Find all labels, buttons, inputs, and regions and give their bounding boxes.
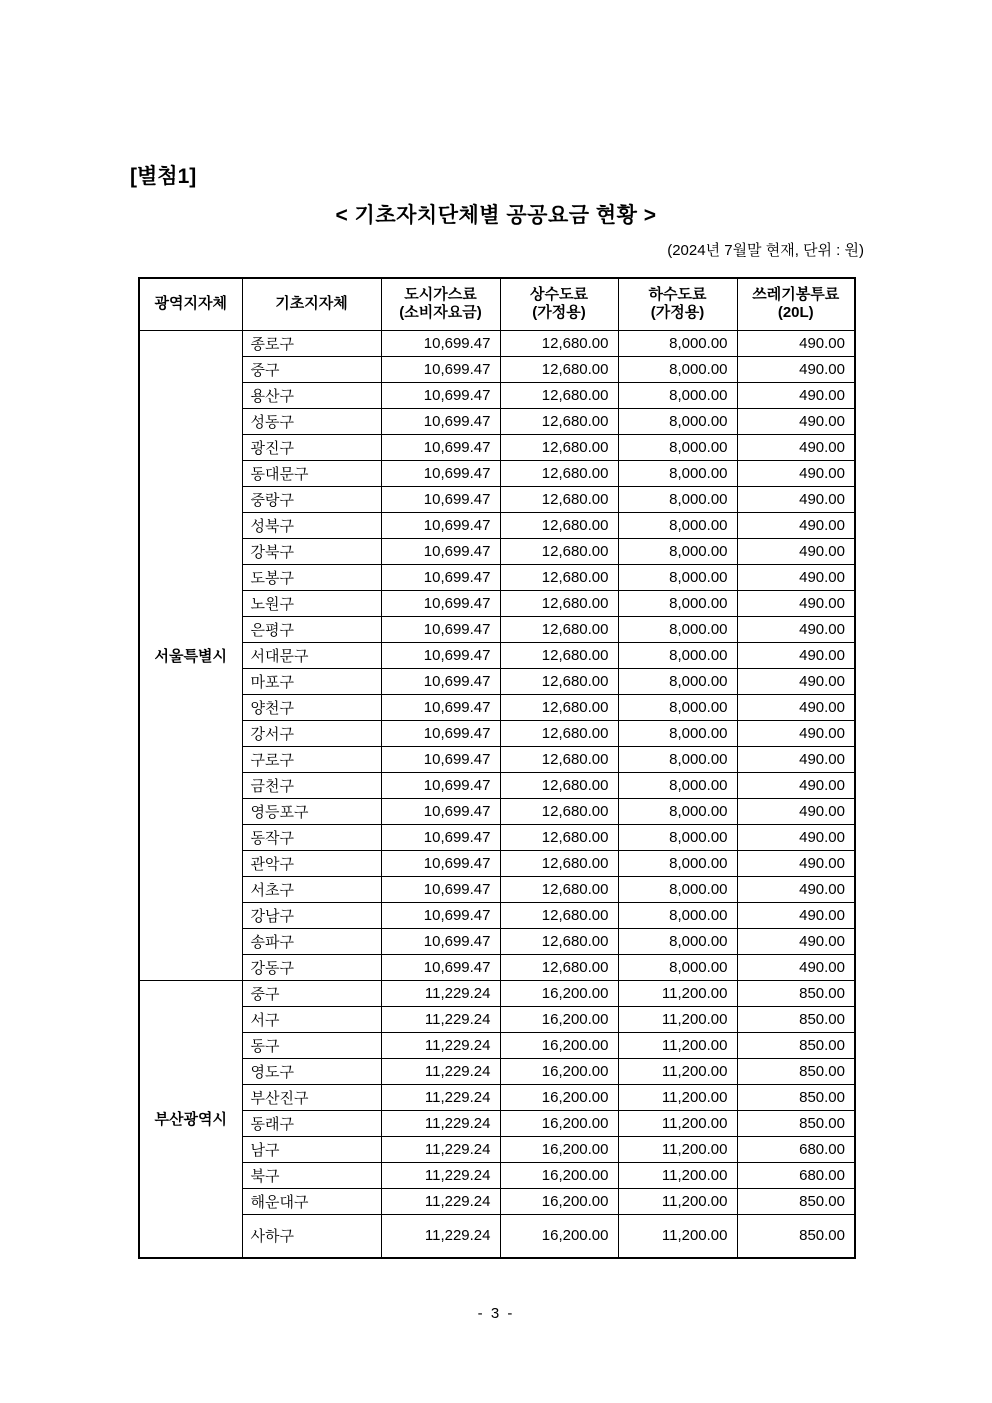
sewage-fee-cell: 8,000.00 [618,642,737,668]
district-cell: 서초구 [242,876,381,902]
region-cell: 부산광역시 [139,980,242,1258]
attachment-label: [별첨1] [130,165,197,188]
water-fee-cell: 12,680.00 [500,668,618,694]
sewage-fee-cell: 8,000.00 [618,590,737,616]
sewage-fee-cell: 11,200.00 [618,980,737,1006]
garbage-bag-fee-cell: 850.00 [737,1110,855,1136]
sewage-fee-cell: 8,000.00 [618,876,737,902]
garbage-bag-fee-cell: 490.00 [737,694,855,720]
district-cell: 강서구 [242,720,381,746]
district-cell: 영도구 [242,1058,381,1084]
garbage-bag-fee-cell: 490.00 [737,798,855,824]
district-cell: 송파구 [242,928,381,954]
garbage-bag-fee-cell: 680.00 [737,1136,855,1162]
water-fee-cell: 12,680.00 [500,512,618,538]
water-fee-cell: 12,680.00 [500,486,618,512]
gas-fee-cell: 10,699.47 [381,512,500,538]
sewage-fee-cell: 11,200.00 [618,1032,737,1058]
district-cell: 양천구 [242,694,381,720]
table-row [139,512,855,538]
district-cell: 사하구 [242,1214,381,1258]
district-cell: 영등포구 [242,798,381,824]
gas-fee-cell: 10,699.47 [381,356,500,382]
table-row [139,1214,855,1258]
district-cell: 동대문구 [242,460,381,486]
gas-fee-cell: 11,229.24 [381,1032,500,1058]
garbage-bag-fee-cell: 490.00 [737,668,855,694]
sewage-fee-cell: 8,000.00 [618,954,737,980]
gas-fee-cell: 10,699.47 [381,486,500,512]
gas-fee-cell: 10,699.47 [381,876,500,902]
district-cell: 중구 [242,980,381,1006]
district-cell: 성북구 [242,512,381,538]
table-body [139,330,855,1258]
garbage-bag-fee-cell: 490.00 [737,382,855,408]
garbage-bag-fee-cell: 490.00 [737,746,855,772]
gas-fee-cell: 11,229.24 [381,1188,500,1214]
header-garbage-sub: (20L) [777,304,814,322]
water-fee-cell: 12,680.00 [500,850,618,876]
gas-fee-cell: 10,699.47 [381,408,500,434]
garbage-bag-fee-cell: 490.00 [737,486,855,512]
table-row [139,460,855,486]
water-fee-cell: 12,680.00 [500,356,618,382]
gas-fee-cell: 10,699.47 [381,564,500,590]
sewage-fee-cell: 8,000.00 [618,356,737,382]
table-row [139,954,855,980]
table-row [139,1032,855,1058]
gas-fee-cell: 10,699.47 [381,642,500,668]
water-fee-cell: 12,680.00 [500,434,618,460]
header-district-label: 기초지자체 [275,294,348,312]
garbage-bag-fee-cell: 490.00 [737,356,855,382]
gas-fee-cell: 10,699.47 [381,434,500,460]
sewage-fee-cell: 8,000.00 [618,434,737,460]
garbage-bag-fee-cell: 850.00 [737,1006,855,1032]
garbage-bag-fee-cell: 490.00 [737,720,855,746]
table-row [139,902,855,928]
water-fee-cell: 16,200.00 [500,980,618,1006]
garbage-bag-fee-cell: 490.00 [737,408,855,434]
table-row [139,434,855,460]
gas-fee-cell: 11,229.24 [381,980,500,1006]
water-fee-cell: 12,680.00 [500,694,618,720]
gas-fee-cell: 10,699.47 [381,772,500,798]
gas-fee-cell: 10,699.47 [381,382,500,408]
garbage-bag-fee-cell: 850.00 [737,1084,855,1110]
public-fees-table [138,277,856,1259]
water-fee-cell: 16,200.00 [500,1032,618,1058]
gas-fee-cell: 10,699.47 [381,902,500,928]
district-cell: 서대문구 [242,642,381,668]
water-fee-cell: 12,680.00 [500,954,618,980]
sewage-fee-cell: 8,000.00 [618,824,737,850]
district-cell: 노원구 [242,590,381,616]
garbage-bag-fee-cell: 490.00 [737,590,855,616]
district-cell: 종로구 [242,330,381,356]
table-row [139,1136,855,1162]
sewage-fee-cell: 8,000.00 [618,746,737,772]
water-fee-cell: 12,680.00 [500,772,618,798]
garbage-bag-fee-cell: 490.00 [737,512,855,538]
water-fee-cell: 12,680.00 [500,408,618,434]
water-fee-cell: 12,680.00 [500,460,618,486]
table-row [139,928,855,954]
table-row [139,1084,855,1110]
garbage-bag-fee-cell: 490.00 [737,616,855,642]
district-cell: 강북구 [242,538,381,564]
district-cell: 관악구 [242,850,381,876]
garbage-bag-fee-cell: 490.00 [737,824,855,850]
sewage-fee-cell: 8,000.00 [618,772,737,798]
sewage-fee-cell: 8,000.00 [618,720,737,746]
gas-fee-cell: 10,699.47 [381,746,500,772]
garbage-bag-fee-cell: 850.00 [737,1058,855,1084]
water-fee-cell: 12,680.00 [500,746,618,772]
water-fee-cell: 12,680.00 [500,538,618,564]
district-cell: 동작구 [242,824,381,850]
gas-fee-cell: 11,229.24 [381,1110,500,1136]
water-fee-cell: 16,200.00 [500,1136,618,1162]
gas-fee-cell: 10,699.47 [381,720,500,746]
district-cell: 용산구 [242,382,381,408]
gas-fee-cell: 10,699.47 [381,928,500,954]
table-row [139,356,855,382]
sewage-fee-cell: 8,000.00 [618,460,737,486]
table-row [139,382,855,408]
table-row [139,772,855,798]
date-unit-note: (2024년 7월말 현재, 단위 : 원) [667,242,864,259]
garbage-bag-fee-cell: 490.00 [737,460,855,486]
header-garbage-label: 쓰레기봉투료 [752,285,840,303]
gas-fee-cell: 11,229.24 [381,1006,500,1032]
header-water-label: 상수도료 [530,285,588,303]
table-row [139,980,855,1006]
sewage-fee-cell: 8,000.00 [618,694,737,720]
water-fee-cell: 12,680.00 [500,590,618,616]
garbage-bag-fee-cell: 850.00 [737,980,855,1006]
district-cell: 해운대구 [242,1188,381,1214]
sewage-fee-cell: 8,000.00 [618,512,737,538]
table-row [139,330,855,356]
water-fee-cell: 12,680.00 [500,824,618,850]
gas-fee-cell: 10,699.47 [381,824,500,850]
table-row [139,1188,855,1214]
water-fee-cell: 12,680.00 [500,382,618,408]
gas-fee-cell: 10,699.47 [381,330,500,356]
district-cell: 강동구 [242,954,381,980]
gas-fee-cell: 10,699.47 [381,616,500,642]
table-row [139,486,855,512]
gas-fee-cell: 10,699.47 [381,850,500,876]
garbage-bag-fee-cell: 490.00 [737,538,855,564]
garbage-bag-fee-cell: 490.00 [737,954,855,980]
garbage-bag-fee-cell: 490.00 [737,330,855,356]
district-cell: 동래구 [242,1110,381,1136]
sewage-fee-cell: 11,200.00 [618,1006,737,1032]
garbage-bag-fee-cell: 490.00 [737,434,855,460]
table-row [139,876,855,902]
district-cell: 광진구 [242,434,381,460]
garbage-bag-fee-cell: 850.00 [737,1032,855,1058]
district-cell: 구로구 [242,746,381,772]
water-fee-cell: 12,680.00 [500,616,618,642]
header-gas-label: 도시가스료 [404,285,477,303]
header-water-sub: (가정용) [532,304,586,322]
table-row [139,824,855,850]
garbage-bag-fee-cell: 490.00 [737,642,855,668]
page-title: < 기초자치단체별 공공요금 현황 > [335,204,657,227]
sewage-fee-cell: 8,000.00 [618,486,737,512]
table-row [139,1006,855,1032]
district-cell: 북구 [242,1162,381,1188]
district-cell: 강남구 [242,902,381,928]
district-cell: 은평구 [242,616,381,642]
gas-fee-cell: 10,699.47 [381,694,500,720]
garbage-bag-fee-cell: 680.00 [737,1162,855,1188]
district-cell: 도봉구 [242,564,381,590]
header-region-label: 광역지자체 [154,294,227,312]
sewage-fee-cell: 11,200.00 [618,1058,737,1084]
water-fee-cell: 12,680.00 [500,928,618,954]
water-fee-cell: 16,200.00 [500,1006,618,1032]
water-fee-cell: 12,680.00 [500,720,618,746]
table-row [139,408,855,434]
gas-fee-cell: 11,229.24 [381,1214,500,1258]
gas-fee-cell: 11,229.24 [381,1084,500,1110]
header-region [139,278,242,330]
garbage-bag-fee-cell: 850.00 [737,1188,855,1214]
table-row [139,1058,855,1084]
garbage-bag-fee-cell: 490.00 [737,850,855,876]
table-row [139,1162,855,1188]
garbage-bag-fee-cell: 490.00 [737,902,855,928]
gas-fee-cell: 10,699.47 [381,954,500,980]
district-cell: 중랑구 [242,486,381,512]
sewage-fee-cell: 8,000.00 [618,330,737,356]
water-fee-cell: 16,200.00 [500,1110,618,1136]
garbage-bag-fee-cell: 490.00 [737,564,855,590]
district-cell: 중구 [242,356,381,382]
water-fee-cell: 12,680.00 [500,330,618,356]
gas-fee-cell: 10,699.47 [381,798,500,824]
header-garbage [737,278,855,330]
header-sewage [618,278,737,330]
garbage-bag-fee-cell: 490.00 [737,928,855,954]
sewage-fee-cell: 8,000.00 [618,798,737,824]
sewage-fee-cell: 8,000.00 [618,382,737,408]
table-row [139,616,855,642]
table-row [139,590,855,616]
district-cell: 동구 [242,1032,381,1058]
water-fee-cell: 12,680.00 [500,642,618,668]
header-water [500,278,618,330]
water-fee-cell: 16,200.00 [500,1058,618,1084]
sewage-fee-cell: 8,000.00 [618,408,737,434]
district-cell: 마포구 [242,668,381,694]
water-fee-cell: 12,680.00 [500,564,618,590]
district-cell: 성동구 [242,408,381,434]
sewage-fee-cell: 11,200.00 [618,1110,737,1136]
sewage-fee-cell: 8,000.00 [618,668,737,694]
sewage-fee-cell: 11,200.00 [618,1162,737,1188]
header-gas [381,278,500,330]
table-row [139,538,855,564]
region-cell: 서울특별시 [139,330,242,980]
table-row [139,798,855,824]
table-row [139,668,855,694]
gas-fee-cell: 11,229.24 [381,1162,500,1188]
gas-fee-cell: 10,699.47 [381,460,500,486]
sewage-fee-cell: 8,000.00 [618,616,737,642]
district-cell: 금천구 [242,772,381,798]
water-fee-cell: 16,200.00 [500,1188,618,1214]
water-fee-cell: 12,680.00 [500,876,618,902]
sewage-fee-cell: 11,200.00 [618,1136,737,1162]
water-fee-cell: 12,680.00 [500,902,618,928]
sewage-fee-cell: 8,000.00 [618,564,737,590]
header-gas-sub: (소비자요금) [399,304,482,322]
page-number: - 3 - [477,1305,515,1322]
header-sewage-sub: (가정용) [650,304,705,322]
district-cell: 부산진구 [242,1084,381,1110]
sewage-fee-cell: 11,200.00 [618,1214,737,1258]
water-fee-cell: 16,200.00 [500,1162,618,1188]
header-sewage-label: 하수도료 [648,285,707,303]
table-row [139,746,855,772]
table-row [139,850,855,876]
garbage-bag-fee-cell: 490.00 [737,876,855,902]
district-cell: 서구 [242,1006,381,1032]
table-row [139,720,855,746]
sewage-fee-cell: 8,000.00 [618,928,737,954]
sewage-fee-cell: 11,200.00 [618,1188,737,1214]
sewage-fee-cell: 8,000.00 [618,850,737,876]
gas-fee-cell: 10,699.47 [381,668,500,694]
gas-fee-cell: 10,699.47 [381,538,500,564]
garbage-bag-fee-cell: 490.00 [737,772,855,798]
table-row [139,564,855,590]
gas-fee-cell: 11,229.24 [381,1136,500,1162]
water-fee-cell: 16,200.00 [500,1214,618,1258]
header-district [242,278,381,330]
gas-fee-cell: 10,699.47 [381,590,500,616]
sewage-fee-cell: 8,000.00 [618,902,737,928]
water-fee-cell: 16,200.00 [500,1084,618,1110]
table-row [139,1110,855,1136]
table-header-row [139,278,855,330]
district-cell: 남구 [242,1136,381,1162]
garbage-bag-fee-cell: 850.00 [737,1214,855,1258]
gas-fee-cell: 11,229.24 [381,1058,500,1084]
sewage-fee-cell: 8,000.00 [618,538,737,564]
table-row [139,694,855,720]
sewage-fee-cell: 11,200.00 [618,1084,737,1110]
water-fee-cell: 12,680.00 [500,798,618,824]
table-row [139,642,855,668]
